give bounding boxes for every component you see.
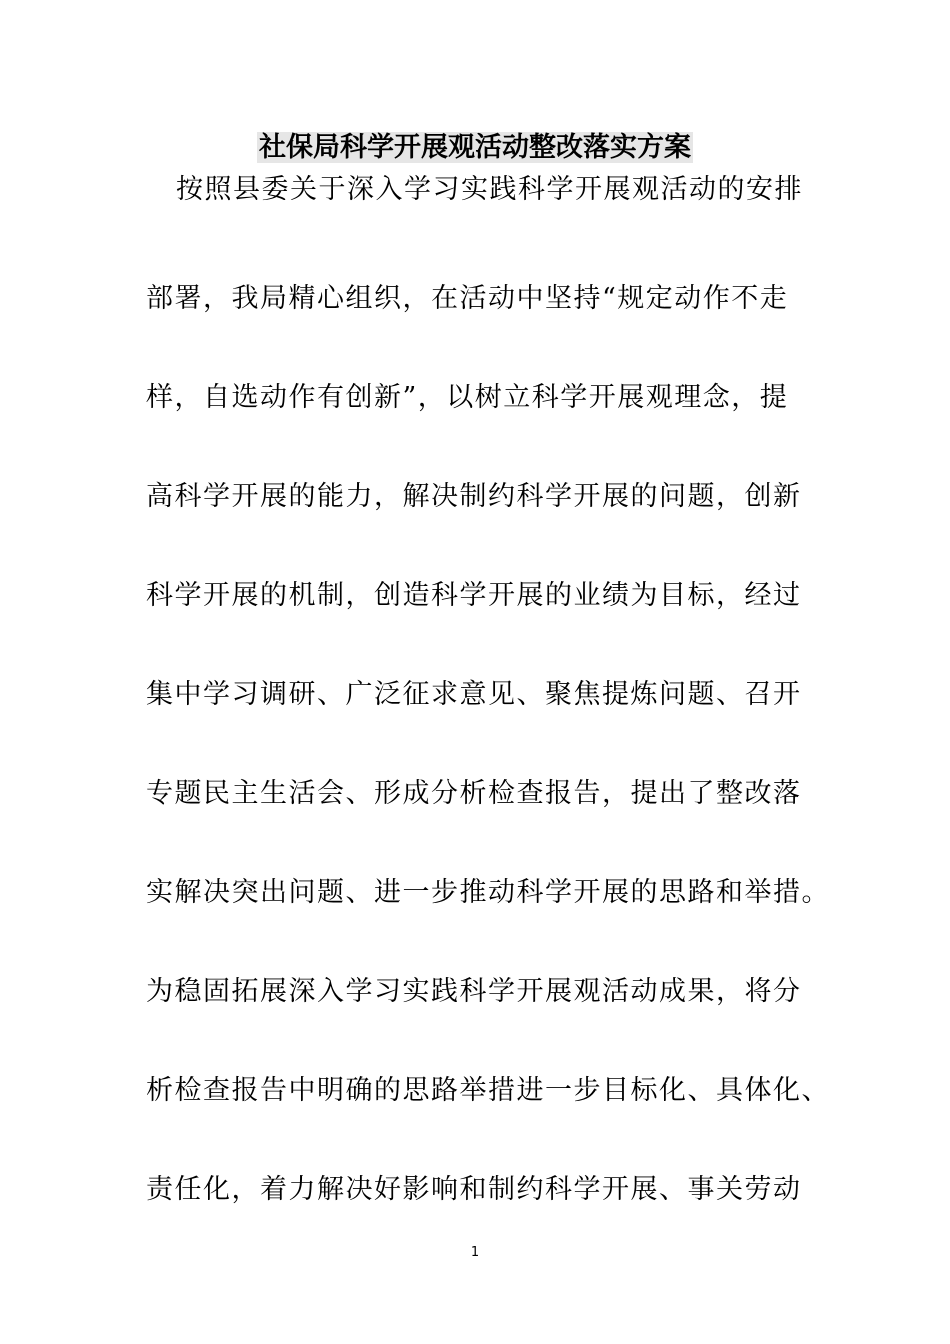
body-line: 专题民主生活会、形成分析检查报告，提出了整改落: [146, 778, 802, 809]
body-line: 为稳固拓展深入学习实践科学开展观活动成果，将分: [146, 976, 802, 1007]
body-line: 实解决突出问题、进一步推动科学开展的思路和举措。: [146, 877, 830, 908]
document-title: [0, 128, 950, 168]
body-line: 科学开展的机制，创造科学开展的业绩为目标，经过: [146, 580, 802, 611]
document-title-text: 社保局科学开展观活动整改落实方案: [259, 132, 691, 163]
body-line: 部署，我局精心组织，在活动中坚持“规定动作不走: [146, 283, 789, 314]
body-line: 按照县委关于深入学习实践科学开展观活动的安排: [176, 174, 803, 205]
body-line: 高科学开展的能力，解决制约科学开展的问题，创新: [146, 481, 802, 512]
body-line: 集中学习调研、广泛征求意见、聚焦提炼问题、召开: [146, 679, 802, 710]
body-line: 责任化，着力解决好影响和制约科学开展、事关劳动: [146, 1174, 802, 1205]
page-number: 1: [470, 1245, 480, 1260]
body-line: 样，自选动作有创新”，以树立科学开展观理念，提: [146, 382, 789, 413]
body-line: 析检查报告中明确的思路举措进一步目标化、具体化、: [146, 1075, 830, 1106]
